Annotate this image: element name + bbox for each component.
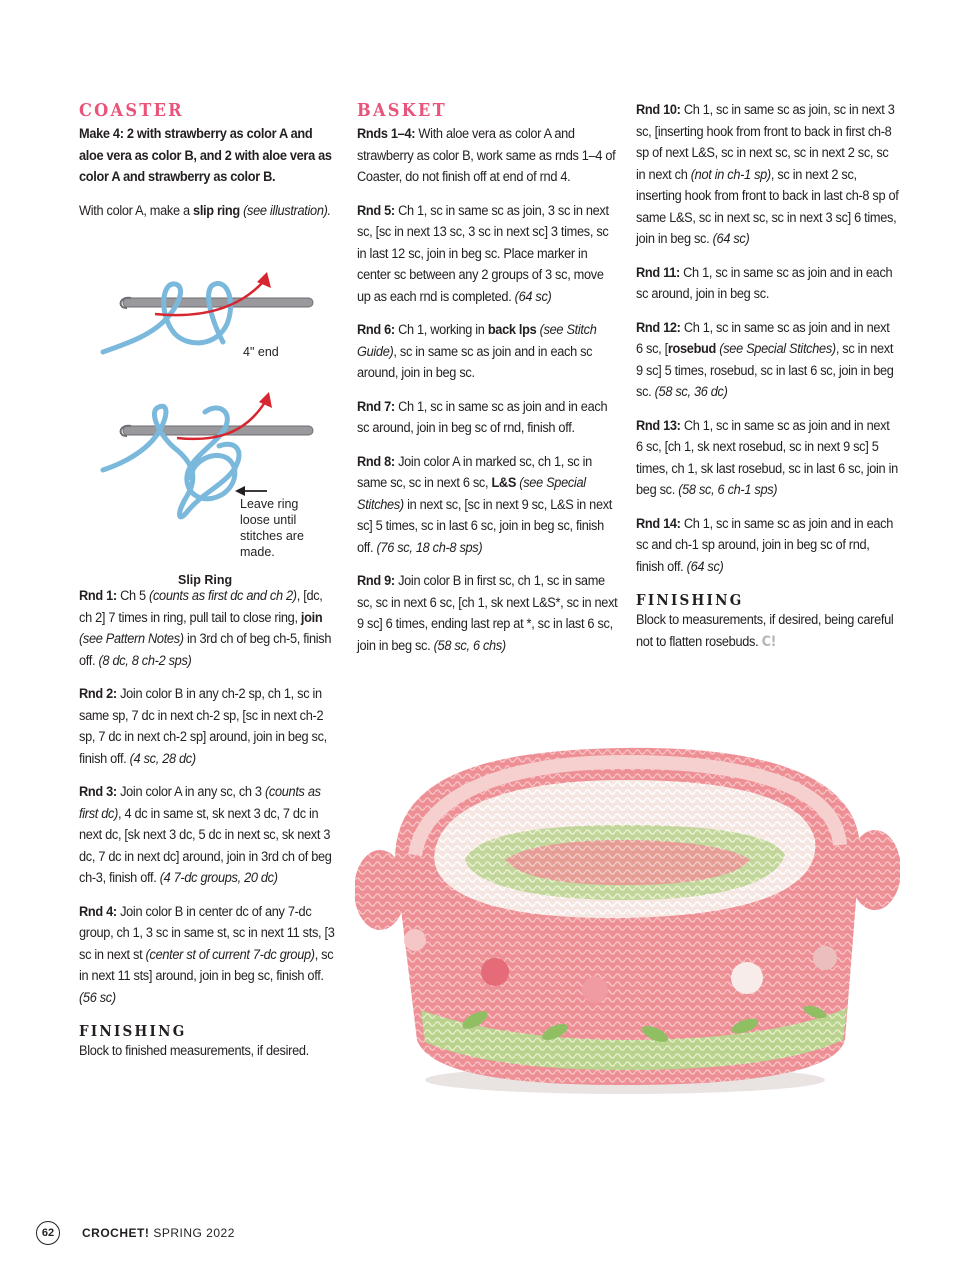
end-label: 4" end xyxy=(243,345,279,359)
basket-title: BASKET xyxy=(357,100,447,121)
basket-rnd12: Rnd 12: Ch 1, sc in same sc as join and in next 6 sc, [rosebud (see Special Stitches), sc in next 9 sc] 5 times, rosebud, sc in last 6 sc, join in beg sc. (58 sc, 36 dc) xyxy=(636,319,894,400)
magazine-name: CROCHET! xyxy=(82,1226,150,1240)
basket-column xyxy=(357,100,620,669)
basket-rnd11: Rnd 11: Ch 1, sc in same sc as join and in each sc around, join in beg sc. xyxy=(636,264,893,302)
basket-finishing-title: FINISHING xyxy=(636,591,744,609)
basket-photo xyxy=(355,740,900,1100)
coaster-rnd2: Rnd 2: Join color B in any ch-2 sp, ch 1, sc in same sp, 7 dc in next ch-2 sp, [sc in next ch-2 sp, 7 dc in next ch-2 sp] around, join in beg sc, finish off. (4 sc, 28 dc) xyxy=(79,686,327,767)
basket-rnd6: Rnd 6: Ch 1, working in back lps (see Stitch Guide), sc in same sc as join and in each sc around, join in beg sc. xyxy=(357,322,597,381)
coaster-rnd1: Rnd 1: Ch 5 (counts as first dc and ch 2), [dc, ch 2] 7 times in ring, pull tail to close ring, join (see Pattern Notes) in 3rd ch of beg ch-5, finish off. (8 dc, 8 ch-2 sps) xyxy=(79,588,332,669)
basket-rnd14: Rnd 14: Ch 1, sc in same sc as join and in each sc and ch-1 sp around, join in beg sc of rnd, finish off. (64 sc) xyxy=(636,515,894,575)
coaster-intro: Make 4: 2 with strawberry as color A and aloe vera as color B, and 2 with aloe vera as color A and strawberry as color B. xyxy=(79,126,332,185)
basket-column-continued xyxy=(636,100,899,665)
basket-rnds-1-4: Rnds 1–4: With aloe vera as color A and strawberry as color B, work same as rnds 1–4 of Coaster, do not finish off at end of rnd 4. xyxy=(357,126,616,185)
basket-rnd10: Rnd 10: Ch 1, sc in same sc as join, sc in next 3 sc, [inserting hook from front to back in first ch-8 sp of next L&S, sc in next sc, sc in next 2 sc, sc in next ch (not in ch-1 sp), sc in next 2 sc, inserting hook from front to back in last ch-8 sp of same L&S, sc in next sc, sc in next 3 sc] 6 times, join in beg sc. (64 sc) xyxy=(636,102,899,247)
end-mark: C! xyxy=(761,633,777,650)
coaster-title: COASTER xyxy=(79,100,184,121)
coaster-finishing-title: FINISHING xyxy=(79,1022,187,1040)
page-number: 62 xyxy=(36,1221,60,1245)
crochet-hook-top xyxy=(121,298,313,308)
basket-rnd7: Rnd 7: Ch 1, sc in same sc as join and in each sc around, join in beg sc of rnd, finish off. xyxy=(357,398,608,436)
yarn-loop-top xyxy=(103,284,231,352)
basket-rnd5: Rnd 5: Ch 1, sc in same sc as join, 3 sc in next sc, [sc in next 13 sc, 3 sc in next sc] 3 times, sc in last 12 sc, join in beg sc. Place marker in center sc between any 2 groups of 3 sc, move up as each rnd is completed. (64 sc) xyxy=(357,202,609,305)
pointer-arrow xyxy=(235,486,267,496)
basket-rnd9: Rnd 9: Join color B in first sc, ch 1, sc in same sc, sc in next 6 sc, [ch 1, sk next L&S*, sc in next 9 sc] 6 times, ending last rep at *, sc in last 6 sc, join in beg sc. (58 sc, 6 chs) xyxy=(357,573,618,654)
coaster-rnd4: Rnd 4: Join color B in center dc of any 7-dc group, ch 1, 3 sc in same st, sc in next 11 sts, [3 sc in next st (center st of current 7-dc group), sc in next 11 sts] around, join in beg sc, finish off. (56 sc) xyxy=(79,903,335,1006)
basket-rnd13: Rnd 13: Ch 1, sc in same sc as join and in next 6 sc, [ch 1, sk next rosebud, sc in next 9 sc] 5 times, ch 1, sk last rosebud, sc in last 6 sc, join in beg sc. (58 sc, 6 ch-1 sps) xyxy=(636,417,898,498)
issue-label: SPRING 2022 xyxy=(153,1226,235,1240)
basket-finishing-text: Block to measurements, if desired, being careful not to flatten rosebuds. C! xyxy=(636,612,894,650)
yarn-loop-bottom xyxy=(103,406,239,517)
coaster-start: With color A, make a slip ring (see illustration). xyxy=(79,202,331,219)
figure-caption: Slip Ring xyxy=(178,573,233,587)
page-footer xyxy=(36,1221,235,1245)
coaster-finishing-text: Block to finished measurements, if desired. xyxy=(79,1043,309,1059)
crochet-hook-bottom xyxy=(121,426,313,436)
ring-note: Leave ring loose until stitches are made. xyxy=(240,497,304,559)
basket-rnd8: Rnd 8: Join color A in marked sc, ch 1, sc in same sc, sc in next 6 sc, L&S (see Special Stitches) in next sc, [sc in next 9 sc, L&S in next sc] 5 times, sc in last 6 sc, join in beg sc, finish off. (76 sc, 18 ch-8 sps) xyxy=(357,453,613,556)
coaster-rnd3: Rnd 3: Join color A in any sc, ch 3 (counts as first dc), 4 dc in same st, sk next 3 dc, 7 dc in next dc, [sk next 3 dc, 5 dc in next sc, sk next 3 dc, 7 dc in next dc] around, join in 3rd ch of beg ch-3, finish off. (4 7-dc groups, 20 dc) xyxy=(79,784,332,886)
